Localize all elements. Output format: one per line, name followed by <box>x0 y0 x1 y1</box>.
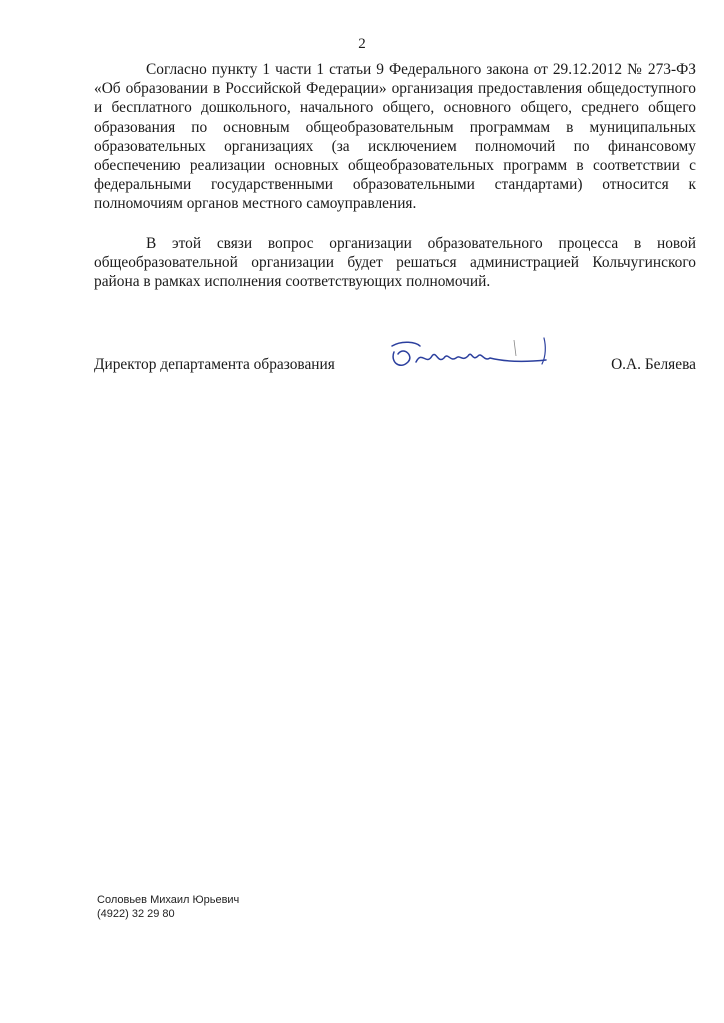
signer-name: О.А. Беляева <box>611 356 696 373</box>
handwritten-signature <box>386 332 556 378</box>
contact-name: Соловьев Михаил Юрьевич <box>97 894 240 906</box>
page-number: 2 <box>358 36 366 52</box>
signature-block <box>94 356 696 378</box>
paragraph-2: В этой связи вопрос организации образовательного процесса в новой общеобразовательной организации будет решаться администрацией Кольчугинского района в рамках исполнения соответствующих полномочий. <box>94 235 696 291</box>
contact-info <box>97 893 239 921</box>
signer-title: Директор департамента образования <box>94 356 335 373</box>
paragraph-1: Согласно пункту 1 части 1 статьи 9 Федерального закона от 29.12.2012 № 273-ФЗ «Об образовании в Российской Федерации» организация предоставления общедоступного и бесплатного дошкольного, начального общего, основного общего, среднего общего образования по основным общеобразовательным программам в муниципальных образовательных организациях (за исключением полномочий по финансовому обеспечению реализации основных общеобразовательных программ в соответствии с федеральными государственными образовательными стандартами) относится к полномочиям органов местного самоуправления. <box>94 61 696 213</box>
contact-phone: (4922) 32 29 80 <box>97 908 175 920</box>
